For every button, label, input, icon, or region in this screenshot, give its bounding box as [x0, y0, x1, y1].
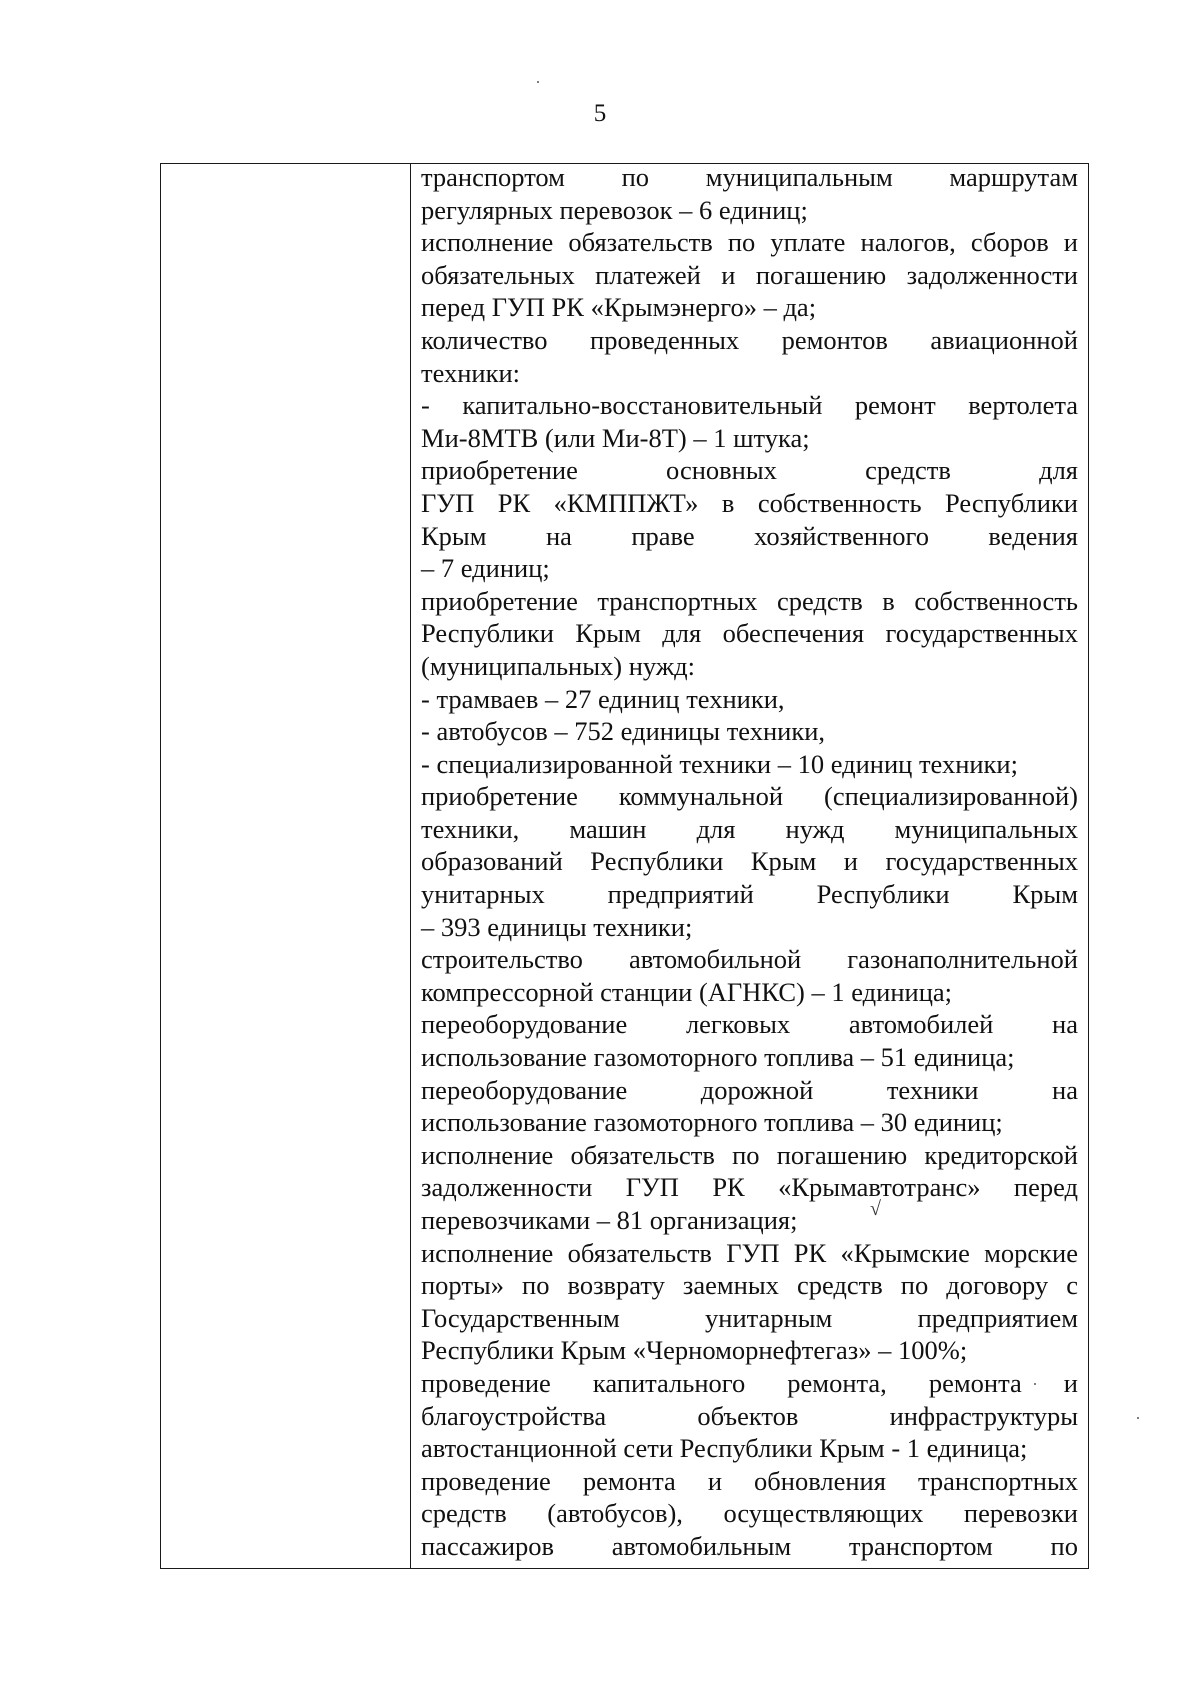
scan-speck	[1137, 1417, 1139, 1419]
text-line: строительство автомобильной газонаполнительной	[421, 944, 1078, 975]
text-line: исполнение обязательств по уплате налогов, сборов и	[421, 227, 1078, 258]
text-line: регулярных перевозок – 6 единиц;	[421, 194, 808, 225]
text-line: ГУП РК «КМППЖТ» в собственность Республики	[421, 487, 1078, 518]
text-line: пассажиров автомобильным транспортом по	[421, 1530, 1078, 1561]
text-line: унитарных предприятий Республики Крым	[421, 879, 1078, 910]
text-line: - специализированной техники – 10 единиц техники;	[421, 748, 1018, 779]
text-line: переоборудование легковых автомобилей на	[421, 1009, 1078, 1040]
table-cell-right	[411, 164, 1089, 1569]
text-line: использование газомоторного топлива – 51 единица;	[421, 1042, 1015, 1073]
text-line: исполнение обязательств по погашению кредиторской	[421, 1139, 1078, 1170]
handwritten-check-mark: √	[870, 1198, 881, 1220]
text-line: - трамваев – 27 единиц техники,	[421, 683, 785, 714]
text-line: техники:	[421, 357, 521, 388]
cell-text-block	[411, 161, 1088, 1563]
text-line: Ми-8МТВ (или Ми-8Т) – 1 штука;	[421, 422, 810, 453]
text-line: обязательных платежей и погашению задолженности	[421, 259, 1078, 290]
text-line: средств (автобусов), осуществляющих перевозки	[421, 1498, 1078, 1529]
text-line: количество проведенных ремонтов авиационной	[421, 324, 1078, 355]
text-line: перед ГУП РК «Крымэнерго» – да;	[421, 292, 817, 323]
text-line: (муниципальных) нужд:	[421, 650, 695, 681]
text-line: приобретение основных средств для	[421, 455, 1078, 486]
text-line: проведение ремонта и обновления транспортных	[421, 1465, 1078, 1496]
text-line: Республики Крым для обеспечения государственных	[421, 618, 1078, 649]
page-number: 5	[593, 100, 607, 127]
text-line: компрессорной станции (АГНКС) – 1 единица;	[421, 976, 952, 1007]
text-line: использование газомоторного топлива – 30 единиц;	[421, 1107, 1003, 1138]
text-line: - автобусов – 752 единицы техники,	[421, 716, 826, 747]
text-line: порты» по возврату заемных средств по договору с	[421, 1270, 1078, 1301]
text-line: транспортом по муниципальным маршрутам	[421, 162, 1078, 192]
text-line: приобретение транспортных средств в собственность	[421, 585, 1078, 616]
scan-speck	[537, 81, 539, 83]
text-line: переоборудование дорожной техники на	[421, 1074, 1078, 1105]
table-cell-left	[161, 164, 411, 1569]
text-line: Крым на праве хозяйственного ведения	[421, 520, 1078, 551]
text-line: автостанционной сети Республики Крым - 1 единица;	[421, 1433, 1028, 1464]
document-table	[160, 163, 1089, 1569]
text-line: перевозчиками – 81 организация;	[421, 1205, 798, 1235]
table-row	[161, 164, 1089, 1569]
text-line: благоустройства объектов инфраструктуры	[421, 1400, 1078, 1431]
text-line: проведение капитального ремонта, ремонта и	[421, 1367, 1078, 1398]
text-line: задолженности ГУП РК «Крымавтотранс» перед	[421, 1172, 1078, 1203]
text-line: Республики Крым «Черноморнефтегаз» – 100%;	[421, 1335, 968, 1366]
text-line: приобретение коммунальной (специализированной)	[421, 781, 1078, 812]
text-line: – 393 единицы техники;	[421, 911, 693, 942]
text-line: Государственным унитарным предприятием	[421, 1302, 1078, 1333]
text-line: – 7 единиц;	[421, 553, 550, 584]
text-line: техники, машин для нужд муниципальных	[421, 813, 1078, 844]
text-line: образований Республики Крым и государственных	[421, 846, 1078, 877]
text-line: - капитально-восстановительный ремонт вертолета	[421, 390, 1078, 421]
text-line: исполнение обязательств ГУП РК «Крымские морские	[421, 1237, 1078, 1268]
